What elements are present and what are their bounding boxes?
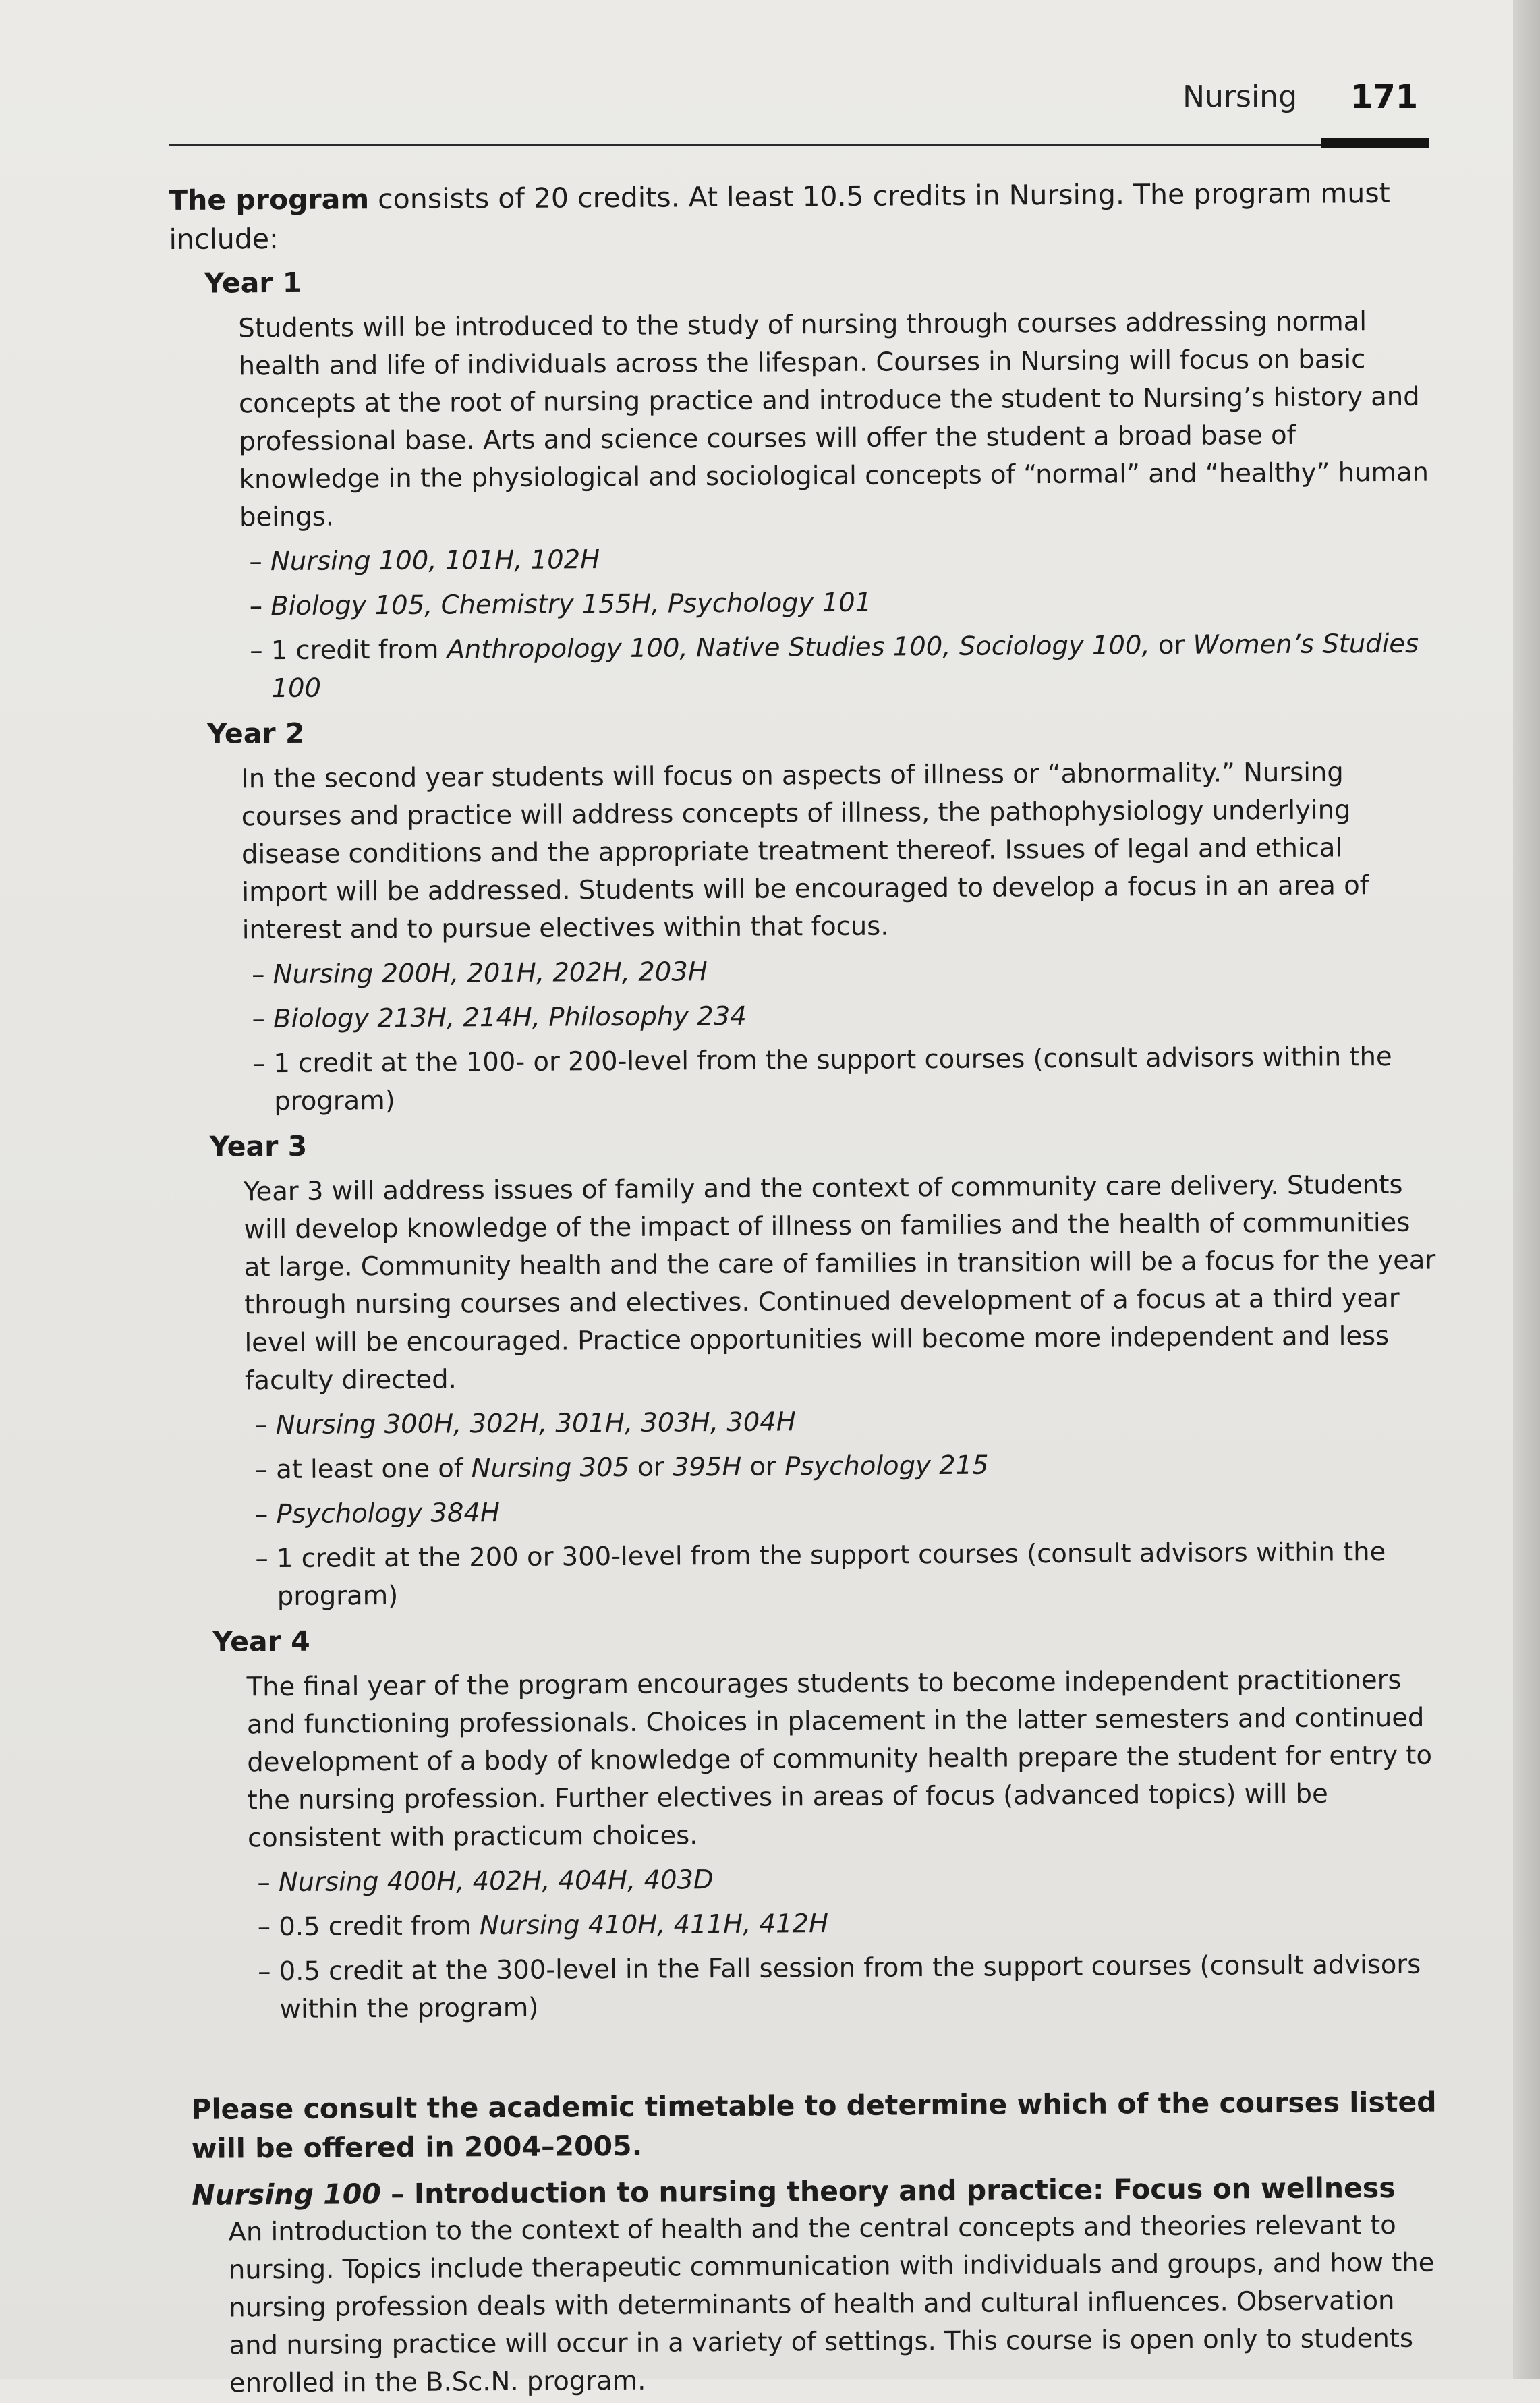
year-description-text: The final year of the program encourages students to become independent practitioners and functioning professionals. Choices in placement in the latter semesters and continued development of a body of knowledge of community health prepare the student for entry to the nursing profession. Further electives in areas of focus (advanced topics) will be consistent with practicum choices.	[246, 1664, 1433, 1854]
course-description: An introduction to the context of health and the central concepts and theories relevant to nursing. Topics include therapeutic communication with individuals and groups, and how the nursing profession deals with determinants of health and cultural influences. Observation and nursing practice will occur in a variety of settings. This course is open only to students enrolled in the B.Sc.N. program.	[228, 2209, 1435, 2399]
requirement-item	[252, 949, 1435, 994]
requirement-text: – 1 credit from	[250, 634, 447, 667]
course-code: Nursing 100	[192, 2178, 381, 2211]
year-description-text: Arts and science courses will offer the student a broad base of knowledge in the physiological and sociological concepts of “normal” and “healthy” human beings.	[239, 420, 1429, 533]
requirement-text: –	[249, 546, 271, 577]
year-description-text: In the second year students will focus on aspects of illness or “abnormality.” Nursing courses and practice will address concepts of illness, the pathophysiology underlying disease conditions and the appropriate treatment thereof. Issues of legal and ethical import will be addressed. Students will be encouraged to develop a focus in an area of interest and to pursue electives within that focus.	[241, 757, 1369, 946]
year-description-text: Year 3 will address issues of family and the context of community care delivery. Students will develop knowledge of the impact of illness on families and the health of communities at large. Community health and the care of families in transition will be a focus for the year through nursing courses and electives. Continued development of a focus at a third year level will be encouraged. Practice opportunities will become more independent and less faculty directed.	[244, 1169, 1436, 1396]
course-reference: Nursing 400H, 402H, 404H, 403D	[278, 1865, 714, 1898]
requirement-list	[239, 536, 1433, 708]
requirement-item	[250, 625, 1433, 708]
requirement-text: – 1 credit at the 100- or 200-level from the support courses (consult advisors within the program)	[252, 1041, 1392, 1117]
program-intro-text: consists of 20 credits. At least 10.5 credits in Nursing. The program must include:	[169, 176, 1390, 256]
requirement-item	[250, 581, 1433, 626]
year-heading: Year 1	[204, 266, 302, 300]
requirement-item	[255, 1444, 1438, 1490]
requirement-item	[255, 1489, 1438, 1534]
year-description-text: Students will be introduced to the study of nursing through courses addressing normal health and life of individuals across the lifespan. Courses in Nursing will focus on basic concepts at the root of nursing practice and introduce the student to Nursing’s history and professional base.	[238, 306, 1420, 457]
requirement-list	[242, 949, 1435, 1121]
requirement-text: or	[1149, 629, 1193, 661]
requirement-item	[255, 1533, 1439, 1616]
requirement-list	[245, 1400, 1439, 1616]
course-reference: Nursing 300H, 302H, 301H, 303H, 304H	[275, 1407, 796, 1441]
running-header-section: Nursing	[1182, 80, 1297, 114]
course-reference: Women’s Studies 100	[271, 628, 1419, 704]
year-heading: Year 4	[212, 1624, 310, 1658]
course-reference: Biology 213H, 214H, Philosophy 234	[273, 1000, 747, 1035]
course-reference: Biology 105, Chemistry 155H, Psychology 101	[270, 587, 872, 622]
year-section	[175, 1121, 1439, 1616]
course-reference: 395H	[672, 1451, 742, 1483]
header-tab-bar	[1321, 138, 1429, 148]
requirement-text: –	[252, 959, 273, 990]
timetable-notice: Please consult the academic timetable to determine which of the courses listed will be offered in 2004–2005.	[191, 2085, 1437, 2165]
year-section	[177, 1616, 1442, 2029]
course-reference: Nursing 305	[471, 1452, 630, 1484]
program-intro	[169, 173, 1431, 259]
year-heading: Year 2	[206, 716, 305, 750]
page-edge-shadow	[1513, 0, 1540, 2379]
requirement-item	[258, 1946, 1442, 2029]
requirement-text: or	[741, 1451, 785, 1482]
requirement-text: –	[249, 591, 271, 622]
requirement-text: –	[254, 1410, 276, 1441]
page-number: 171	[1350, 78, 1419, 116]
page-content	[169, 173, 1444, 2403]
requirement-text: – 1 credit at the 200 or 300-level from the support courses (consult advisors within the program)	[255, 1537, 1386, 1612]
course-reference: Psychology 384H	[276, 1498, 501, 1530]
header-rule	[169, 144, 1429, 146]
requirement-text: or	[629, 1452, 673, 1483]
requirement-text: –	[257, 1867, 279, 1898]
course-reference: Nursing 410H, 411H, 412H	[479, 1909, 829, 1942]
requirement-item	[254, 1400, 1437, 1445]
course-reference: Nursing 200H, 201H, 202H, 203H	[273, 957, 708, 990]
requirement-text: –	[252, 1004, 274, 1035]
requirement-item	[252, 994, 1435, 1039]
requirement-text: – 0.5 credit from	[257, 1911, 480, 1943]
course-name: Introduction to nursing theory and practice: Focus on wellness	[413, 2171, 1396, 2210]
year-description	[238, 303, 1432, 537]
requirement-text: –	[254, 1499, 277, 1530]
year-description	[241, 754, 1435, 950]
requirement-list	[248, 1857, 1441, 2029]
requirement-item	[258, 1902, 1441, 1947]
course-separator: –	[380, 2177, 415, 2211]
program-lead: The program	[169, 183, 370, 217]
year-section	[169, 257, 1433, 708]
year-description	[244, 1166, 1437, 1401]
requirement-item	[257, 1857, 1440, 1902]
requirement-item	[252, 1038, 1436, 1121]
course-reference: Anthropology 100, Native Studies 100, Sociology 100,	[447, 630, 1150, 665]
course-reference: Nursing 100, 101H, 102H	[270, 544, 600, 577]
course-reference: Psychology 215	[785, 1450, 989, 1482]
requirement-text: – 0.5 credit at the 300-level in the Fall session from the support courses (consult advisors within the program)	[258, 1949, 1421, 2025]
requirement-item	[249, 536, 1432, 582]
year-description	[246, 1662, 1440, 1858]
year-section	[172, 708, 1436, 1121]
requirement-text: – at least one of	[254, 1453, 472, 1486]
year-list	[169, 257, 1442, 2029]
year-heading: Year 3	[209, 1129, 308, 1163]
